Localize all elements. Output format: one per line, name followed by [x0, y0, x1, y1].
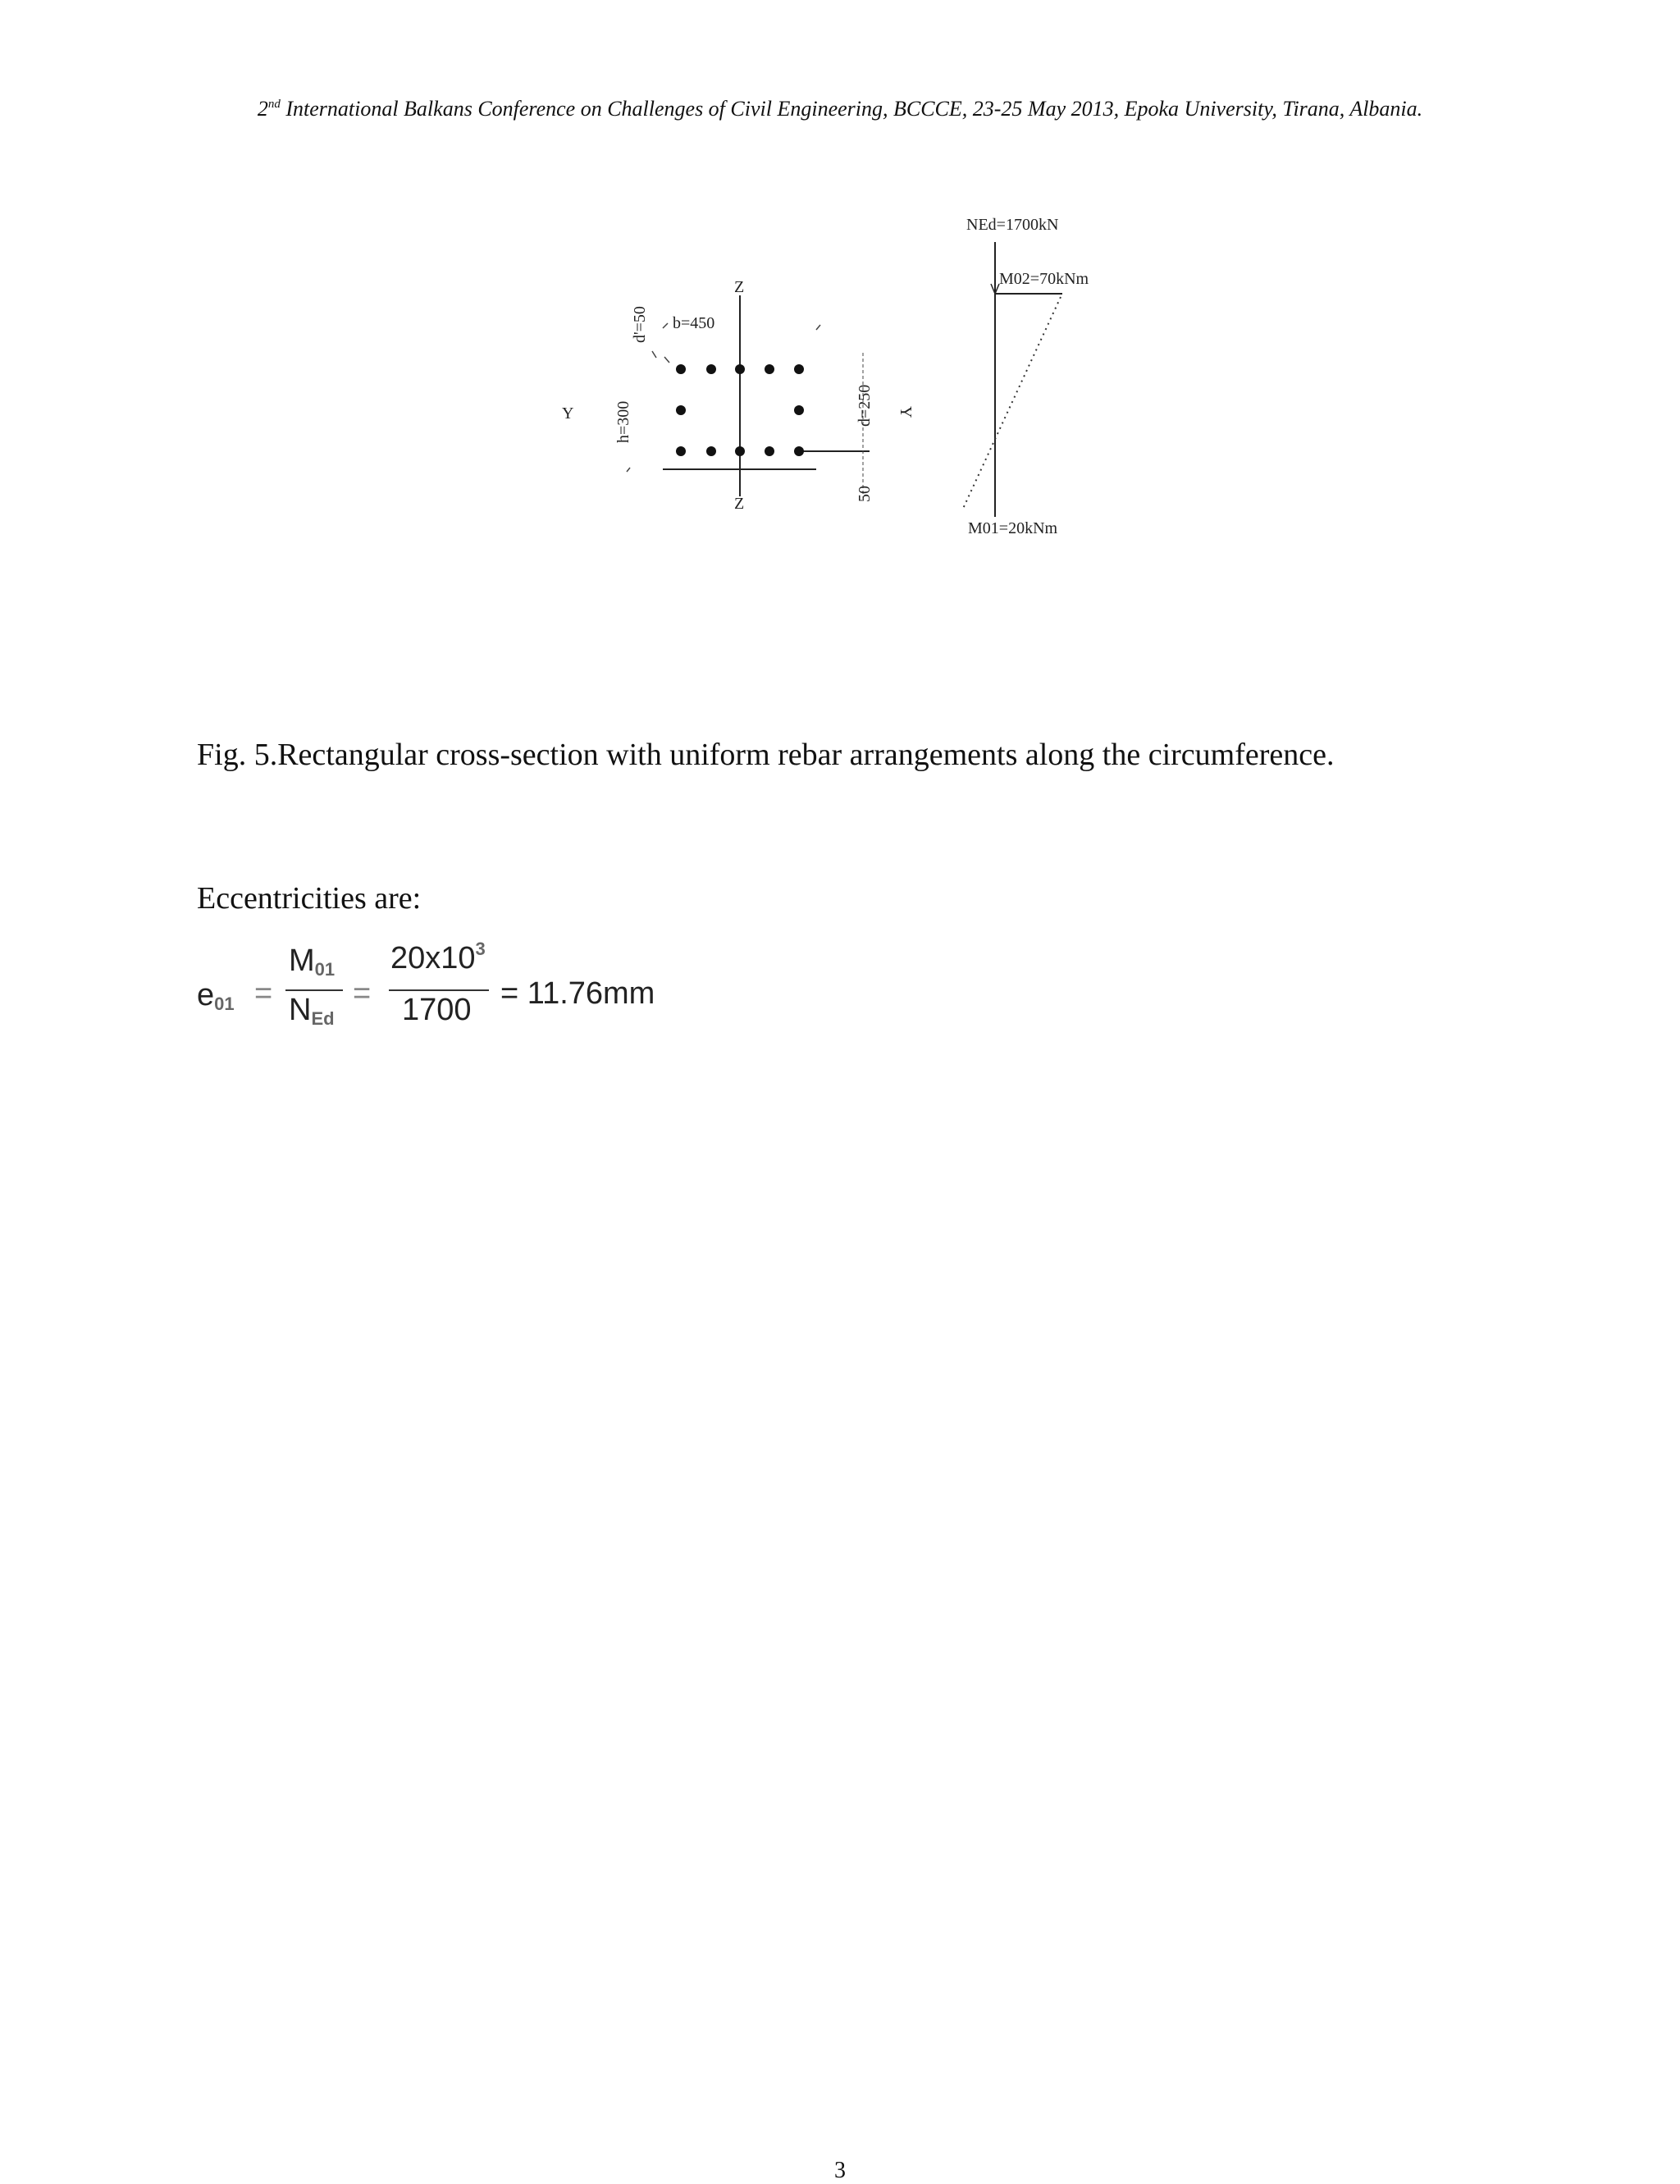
fifty-label: 50: [856, 486, 874, 502]
figure-caption: Fig. 5.Rectangular cross-section with uniform rebar arrangements along the circumference.: [197, 738, 1335, 772]
tick-mark: [664, 357, 669, 363]
m01-label: M01=20kNm: [968, 519, 1058, 537]
rebar: [676, 405, 686, 415]
header-ordinal: 2: [257, 97, 268, 121]
rebar: [794, 405, 804, 415]
eccentricity-equation: [197, 939, 771, 1058]
rebar: [794, 446, 804, 456]
eq-den1: $N_{Ed}$: [289, 993, 335, 1029]
d-label: d=250: [856, 384, 874, 427]
eq-result: = 11.76mm: [500, 976, 655, 1011]
fraction-line-1: [285, 989, 343, 991]
b-label: b=450: [673, 314, 715, 332]
z-top-label: Z: [734, 278, 745, 296]
cross-section-diagram: [525, 205, 1148, 550]
eq-equals-1: =: [254, 976, 273, 1011]
m02-label: M02=70kNm: [999, 270, 1089, 288]
rebar: [676, 446, 686, 456]
header-text: International Balkans Conference on Challenges of Civil Engineering, BCCCE, 23-25 May 2013, Epoka University, Tirana, Albania.: [285, 97, 1423, 121]
eccentricities-heading: Eccentricities are:: [197, 881, 422, 916]
tick-mark: [627, 468, 630, 472]
rebar: [706, 446, 716, 456]
eq-den2: 1700: [402, 993, 472, 1027]
rebar: [706, 364, 716, 374]
eq-num2: $20x10^3$: [390, 939, 486, 975]
tick-mark: [652, 351, 656, 358]
eq-equals-2: =: [353, 976, 372, 1011]
eq-num1: $M_{01}$: [289, 944, 336, 980]
rebar: [735, 364, 745, 374]
tick-mark: [663, 323, 668, 328]
eq-lhs: $e_{01}$: [197, 978, 235, 1014]
y-right-label: Y: [897, 406, 915, 418]
rebar: [765, 446, 774, 456]
d-prime-label: d'=50: [631, 306, 649, 343]
header-ordinal-suffix: nd: [267, 98, 281, 111]
conference-header: [0, 97, 1680, 121]
rebar: [765, 364, 774, 374]
ned-label: NEd=1700kN: [966, 216, 1059, 234]
moment-diagram-line: [962, 297, 1061, 510]
rebar: [794, 364, 804, 374]
rebar: [735, 446, 745, 456]
rebar: [676, 364, 686, 374]
tick-mark: [816, 325, 820, 330]
page-number: 3: [834, 2158, 846, 2183]
h-label: h=300: [614, 400, 632, 443]
cross-section-figure: [525, 205, 1148, 550]
z-bottom-label: Z: [734, 495, 745, 513]
y-left-label: Y: [562, 404, 574, 423]
fraction-line-2: [389, 989, 489, 991]
